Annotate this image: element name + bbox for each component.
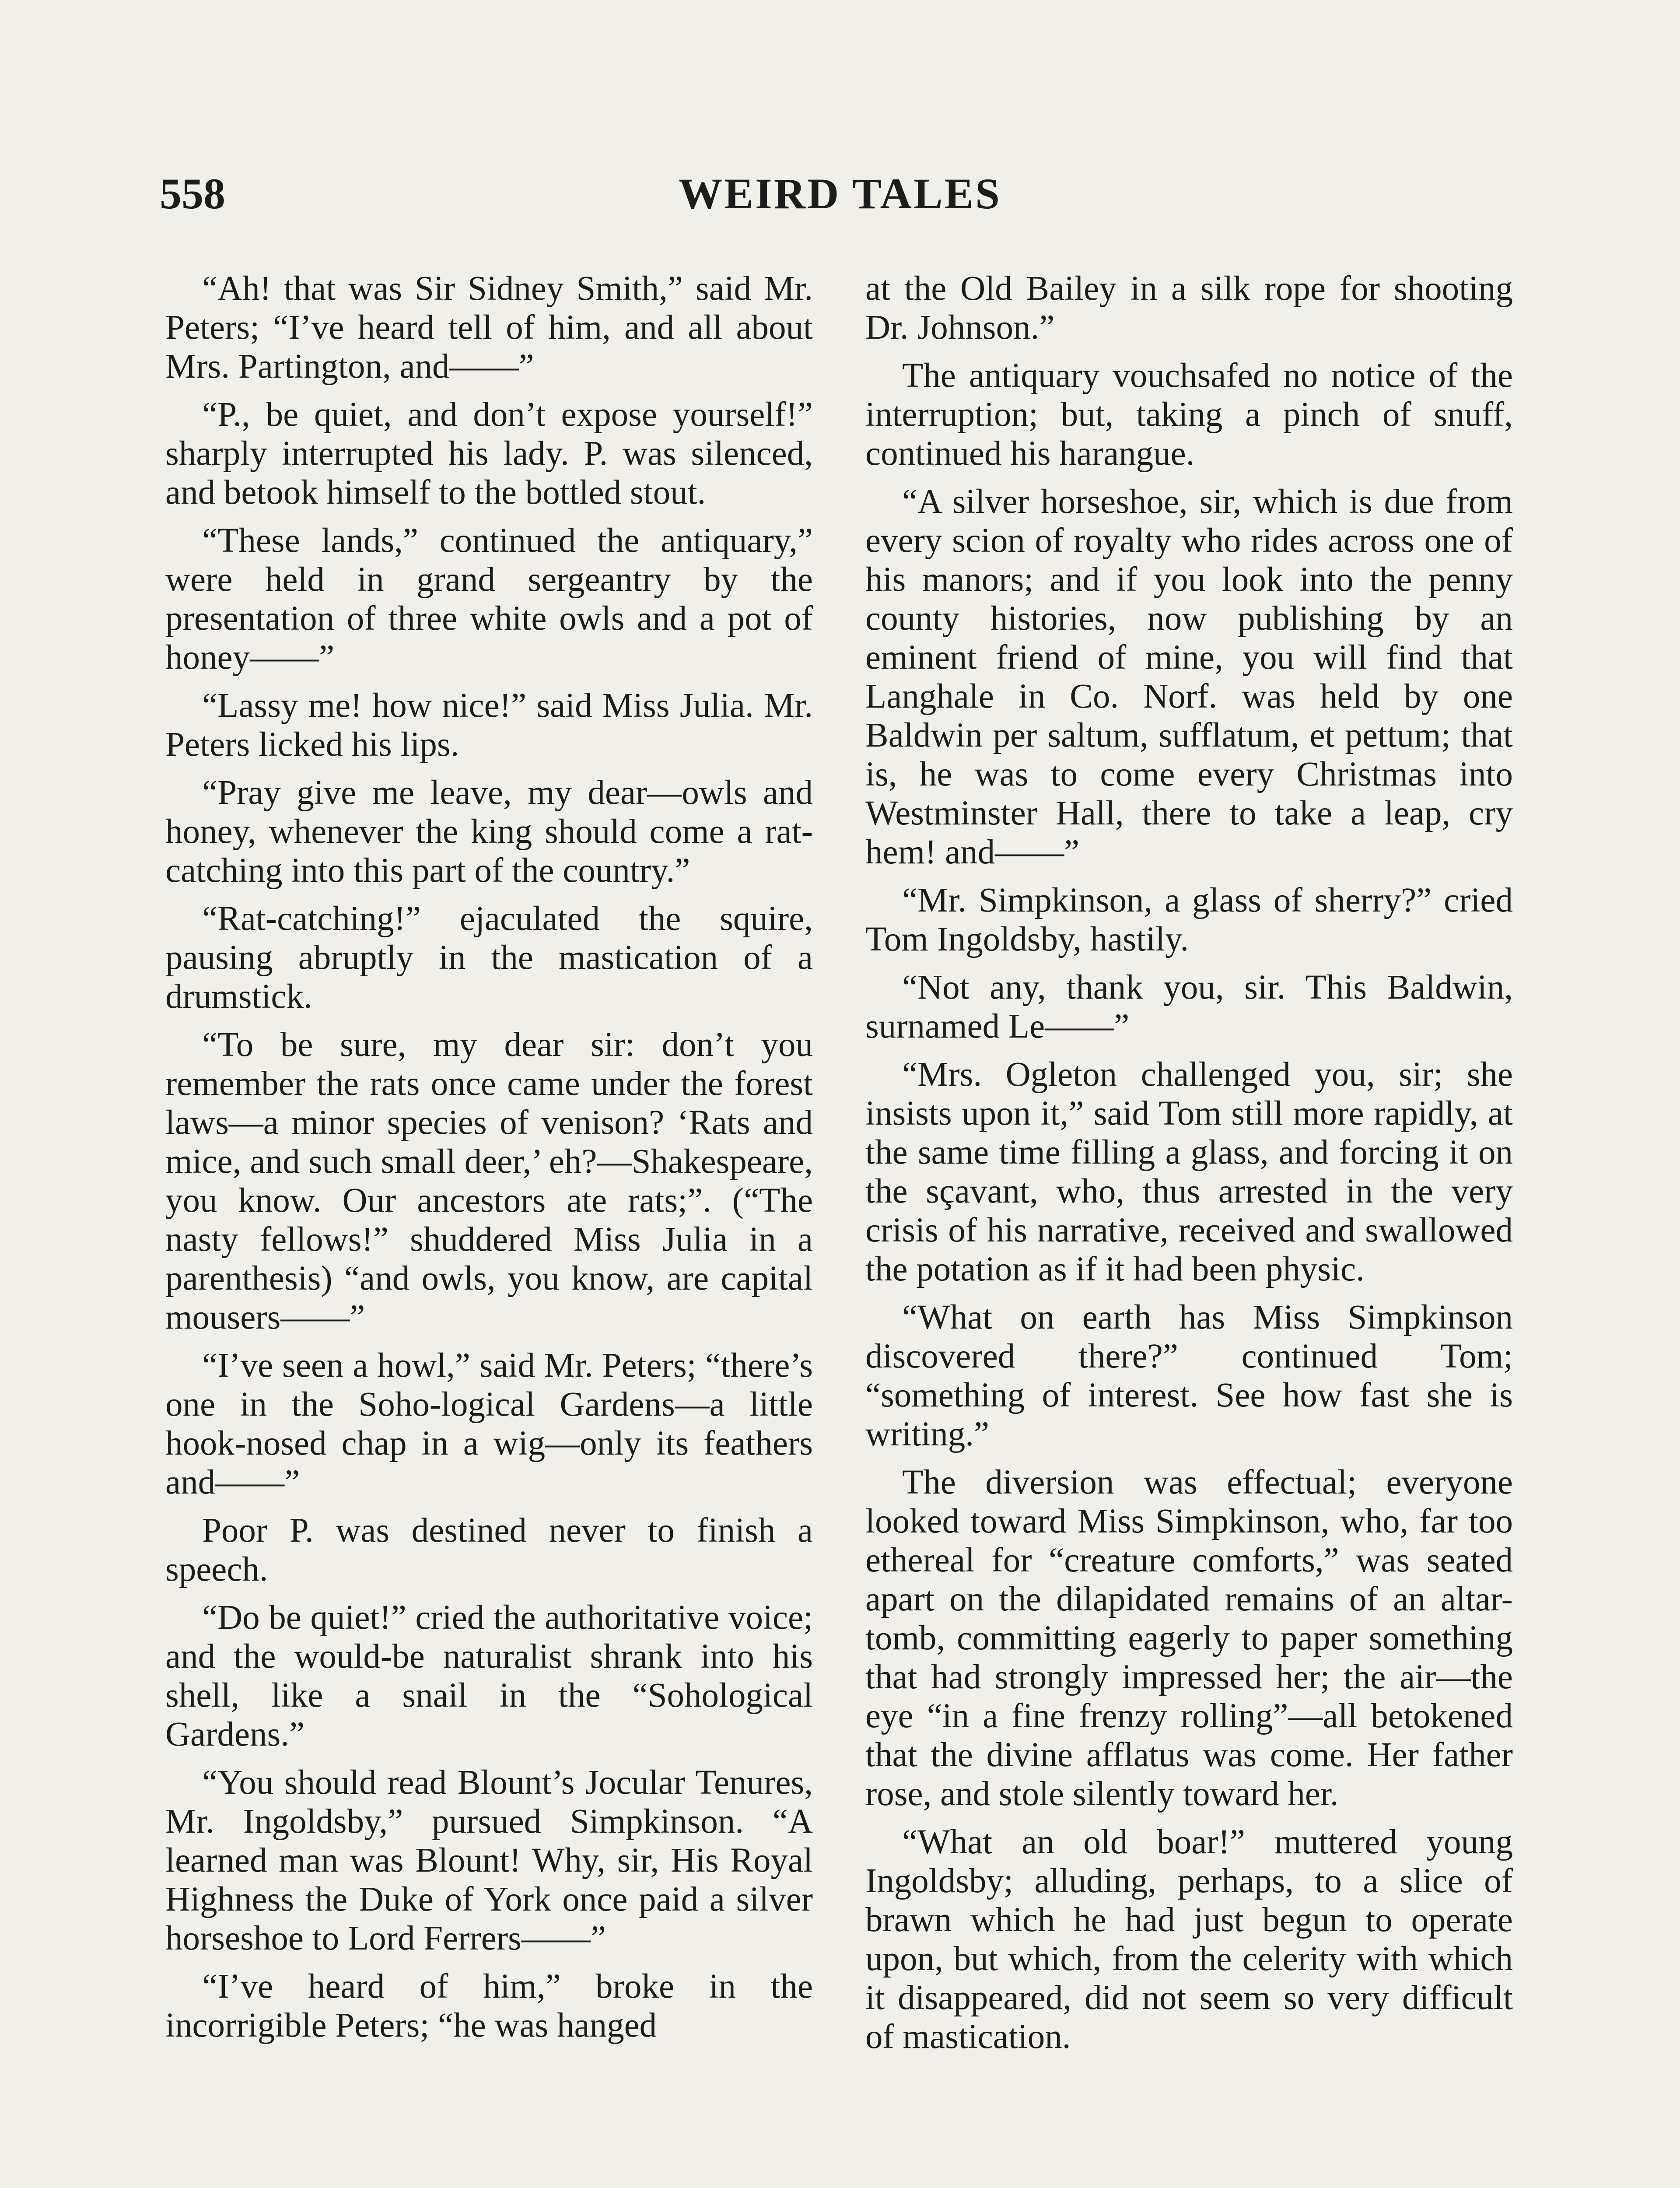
paragraph: “I’ve heard of him,” broke in the incorrigible Peters; “he was hanged xyxy=(165,1967,813,2044)
paragraph: “Not any, thank you, sir. This Baldwin, surnamed Le——” xyxy=(865,968,1513,1045)
paragraph: “Mrs. Ogleton challenged you, sir; she insists upon it,” said Tom still more rapidly, at the same time filling a glass, and forcing it on the sçavant, who, thus arrested in the very crisis of his narrative, received and swallowed the potation as if it had been physic. xyxy=(865,1055,1513,1288)
paragraph: “P., be quiet, and don’t expose yourself!” sharply interrupted his lady. P. was silenced, and betook himself to the bottled stout. xyxy=(165,396,813,512)
paragraph: “What on earth has Miss Simpkinson discovered there?” continued Tom; “something of interest. See how fast she is writing.” xyxy=(865,1298,1513,1453)
paragraph: “These lands,” continued the antiquary,” were held in grand sergeantry by the presentation of three white owls and a pot of honey——” xyxy=(165,522,813,677)
paragraph: “What an old boar!” muttered young Ingoldsby; alluding, perhaps, to a slice of brawn which he had just begun to operate upon, but which, from the celerity with which it disappeared, did not seem so very difficult of mastication. xyxy=(865,1823,1513,2056)
paragraph: “I’ve seen a howl,” said Mr. Peters; “there’s one in the Soho-logical Gardens—a little hook-nosed chap in a wig—only its feathers and——” xyxy=(165,1346,813,1501)
paragraph: The diversion was effectual; everyone looked toward Miss Simpkinson, who, far too ethereal for “creature comforts,” was seated apart on the dilapidated remains of an altar-tomb, committing eagerly to paper something that had strongly impressed her; the air—the eye “in a fine frenzy rolling”—all betokened that the divine afflatus was come. Her father rose, and stole silently toward her. xyxy=(865,1463,1513,1813)
paragraph: Poor P. was destined never to finish a speech. xyxy=(165,1511,813,1588)
paragraph: “A silver horseshoe, sir, which is due from every scion of royalty who rides across one of his manors; and if you look into the penny county histories, now publishing by an eminent friend of mine, you will find that Langhale in Co. Norf. was held by one Baldwin per saltum, sufflatum, et pettum; that is, he was to come every Christmas into Westminster Hall, there to take a leap, cry hem! and——” xyxy=(865,483,1513,871)
paragraph: “Ah! that was Sir Sidney Smith,” said Mr. Peters; “I’ve heard tell of him, and all about Mrs. Partington, and——” xyxy=(165,270,813,386)
paragraph: “Do be quiet!” cried the authoritative voice; and the would-be naturalist shrank into his shell, like a snail in the “Sohological Gardens.” xyxy=(165,1599,813,1753)
paragraph: “Rat-catching!” ejaculated the squire, pausing abruptly in the mastication of a drumstick. xyxy=(165,900,813,1016)
paragraph: The antiquary vouchsafed no notice of the interruption; but, taking a pinch of snuff, continued his harangue. xyxy=(865,357,1513,473)
paragraph-continuation: at the Old Bailey in a silk rope for shooting Dr. Johnson.” xyxy=(865,270,1513,347)
left-column xyxy=(165,269,813,2054)
paragraph: “You should read Blount’s Jocular Tenures, Mr. Ingoldsby,” pursued Simpkinson. “A learned man was Blount! Why, sir, His Royal Highness the Duke of York once paid a silver horseshoe to Lord Ferrers——” xyxy=(165,1764,813,1957)
paragraph: “Mr. Simpkinson, a glass of sherry?” cried Tom Ingoldsby, hastily. xyxy=(865,881,1513,958)
paragraph: “Lassy me! how nice!” said Miss Julia. Mr. Peters licked his lips. xyxy=(165,687,813,764)
running-title: WEIRD TALES xyxy=(679,169,1001,218)
page-number: 558 xyxy=(160,169,225,218)
paragraph: “To be sure, my dear sir: don’t you remember the rats once came under the forest laws—a minor species of venison? ‘Rats and mice, and such small deer,’ eh?—Shakespeare, you know. Our ancestors ate rats;”. (“The nasty fellows!” shuddered Miss Julia in a parenthesis) “and owls, you know, are capital mousers——” xyxy=(165,1026,813,1336)
paragraph: “Pray give me leave, my dear—owls and honey, whenever the king should come a rat-catching into this part of the country.” xyxy=(165,774,813,890)
page-header xyxy=(0,168,1680,221)
right-column xyxy=(865,269,1513,2065)
